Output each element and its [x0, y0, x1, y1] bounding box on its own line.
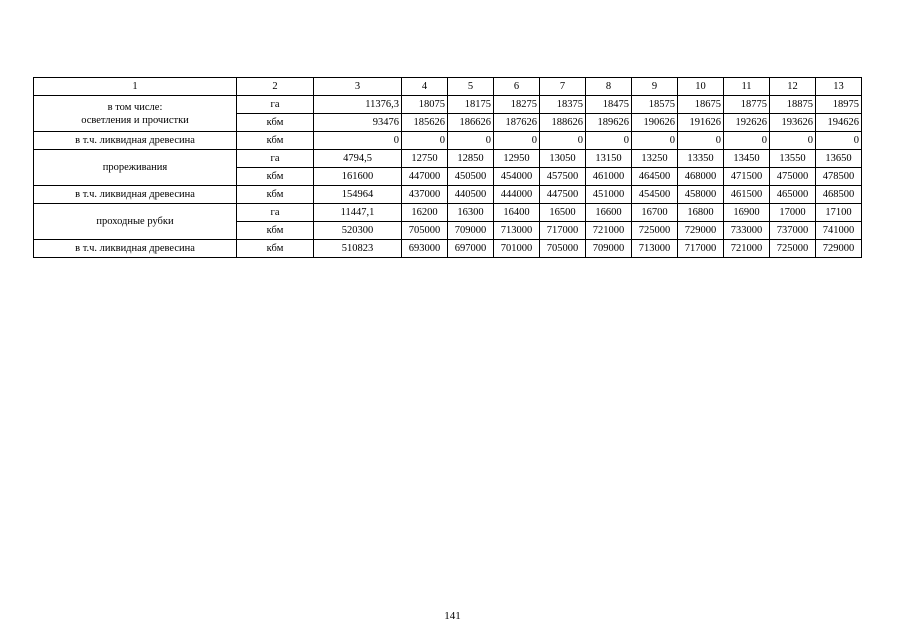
- value-cell: 475000: [770, 168, 816, 186]
- value-cell: 190626: [632, 114, 678, 132]
- unit-cell: кбм: [237, 186, 314, 204]
- row-label: в т.ч. ликвидная древесина: [34, 186, 237, 204]
- unit-cell: га: [237, 204, 314, 222]
- value-cell: 12750: [402, 150, 448, 168]
- value-cell: 0: [816, 132, 862, 150]
- value-cell: 701000: [494, 240, 540, 258]
- value-cell: 725000: [770, 240, 816, 258]
- value-cell: 12950: [494, 150, 540, 168]
- header-cell: 12: [770, 78, 816, 96]
- header-cell: 3: [314, 78, 402, 96]
- header-cell: 13: [816, 78, 862, 96]
- value-cell: 16200: [402, 204, 448, 222]
- value-cell: 721000: [724, 240, 770, 258]
- value-cell: 729000: [816, 240, 862, 258]
- value-cell: 188626: [540, 114, 586, 132]
- row-label-line: в том числе:: [107, 101, 163, 113]
- value-cell: 0: [678, 132, 724, 150]
- value-cell: 697000: [448, 240, 494, 258]
- value-cell: 717000: [678, 240, 724, 258]
- header-cell: 6: [494, 78, 540, 96]
- value-cell: 18675: [678, 96, 724, 114]
- value-cell: 437000: [402, 186, 448, 204]
- value-cell: 18075: [402, 96, 448, 114]
- value-cell: 737000: [770, 222, 816, 240]
- value-cell: 13050: [540, 150, 586, 168]
- row-label: [34, 96, 237, 132]
- value-cell: 461000: [586, 168, 632, 186]
- value-cell: 457500: [540, 168, 586, 186]
- row-label: проходные рубки: [34, 204, 237, 240]
- value-cell: 729000: [678, 222, 724, 240]
- col3-cell: 93476: [314, 114, 402, 132]
- value-cell: 478500: [816, 168, 862, 186]
- value-cell: 13150: [586, 150, 632, 168]
- value-cell: 16500: [540, 204, 586, 222]
- value-cell: 454500: [632, 186, 678, 204]
- table-body: [34, 78, 862, 258]
- header-cell: 9: [632, 78, 678, 96]
- value-cell: 186626: [448, 114, 494, 132]
- value-cell: 13550: [770, 150, 816, 168]
- value-cell: 468500: [816, 186, 862, 204]
- col3-cell: 11376,3: [314, 96, 402, 114]
- value-cell: 0: [586, 132, 632, 150]
- page-number: 141: [444, 610, 461, 622]
- value-cell: 0: [402, 132, 448, 150]
- value-cell: 447500: [540, 186, 586, 204]
- row-label: в т.ч. ликвидная древесина: [34, 132, 237, 150]
- value-cell: 16400: [494, 204, 540, 222]
- value-cell: 17000: [770, 204, 816, 222]
- unit-cell: га: [237, 150, 314, 168]
- value-cell: 0: [724, 132, 770, 150]
- unit-cell: кбм: [237, 222, 314, 240]
- header-cell: 4: [402, 78, 448, 96]
- value-cell: 444000: [494, 186, 540, 204]
- value-cell: 13650: [816, 150, 862, 168]
- unit-cell: кбм: [237, 168, 314, 186]
- value-cell: 18375: [540, 96, 586, 114]
- value-cell: 18875: [770, 96, 816, 114]
- value-cell: 13350: [678, 150, 724, 168]
- value-cell: 705000: [402, 222, 448, 240]
- col3-cell: 0: [314, 132, 402, 150]
- value-cell: 187626: [494, 114, 540, 132]
- row-label: в т.ч. ликвидная древесина: [34, 240, 237, 258]
- table-row: [34, 132, 862, 150]
- col3-cell: 154964: [314, 186, 402, 204]
- unit-cell: кбм: [237, 132, 314, 150]
- value-cell: 0: [770, 132, 816, 150]
- value-cell: 709000: [586, 240, 632, 258]
- value-cell: 17100: [816, 204, 862, 222]
- col3-cell: 4794,5: [314, 150, 402, 168]
- value-cell: 18575: [632, 96, 678, 114]
- value-cell: 725000: [632, 222, 678, 240]
- value-cell: 191626: [678, 114, 724, 132]
- value-cell: 733000: [724, 222, 770, 240]
- value-cell: 451000: [586, 186, 632, 204]
- header-cell: 8: [586, 78, 632, 96]
- value-cell: 189626: [586, 114, 632, 132]
- value-cell: 705000: [540, 240, 586, 258]
- value-cell: 713000: [494, 222, 540, 240]
- table-row: [34, 204, 862, 222]
- value-cell: 693000: [402, 240, 448, 258]
- value-cell: 18275: [494, 96, 540, 114]
- value-cell: 454000: [494, 168, 540, 186]
- value-cell: 721000: [586, 222, 632, 240]
- header-cell: 5: [448, 78, 494, 96]
- table-row: [34, 186, 862, 204]
- value-cell: 16600: [586, 204, 632, 222]
- row-label: прореживания: [34, 150, 237, 186]
- value-cell: 0: [494, 132, 540, 150]
- value-cell: 16700: [632, 204, 678, 222]
- col3-cell: 161600: [314, 168, 402, 186]
- value-cell: 0: [448, 132, 494, 150]
- value-cell: 16800: [678, 204, 724, 222]
- value-cell: 194626: [816, 114, 862, 132]
- value-cell: 717000: [540, 222, 586, 240]
- header-row: [34, 78, 862, 96]
- col3-cell: 520300: [314, 222, 402, 240]
- value-cell: 193626: [770, 114, 816, 132]
- value-cell: 464500: [632, 168, 678, 186]
- value-cell: 18475: [586, 96, 632, 114]
- value-cell: 18175: [448, 96, 494, 114]
- value-cell: 0: [632, 132, 678, 150]
- value-cell: 468000: [678, 168, 724, 186]
- value-cell: 16900: [724, 204, 770, 222]
- forest-data-table: [33, 77, 862, 258]
- unit-cell: кбм: [237, 114, 314, 132]
- header-cell: 7: [540, 78, 586, 96]
- unit-cell: га: [237, 96, 314, 114]
- value-cell: 440500: [448, 186, 494, 204]
- value-cell: 709000: [448, 222, 494, 240]
- col3-cell: 11447,1: [314, 204, 402, 222]
- value-cell: 461500: [724, 186, 770, 204]
- unit-cell: кбм: [237, 240, 314, 258]
- header-cell: 2: [237, 78, 314, 96]
- value-cell: 185626: [402, 114, 448, 132]
- value-cell: 458000: [678, 186, 724, 204]
- value-cell: 447000: [402, 168, 448, 186]
- table-row: [34, 96, 862, 114]
- value-cell: 192626: [724, 114, 770, 132]
- value-cell: 18775: [724, 96, 770, 114]
- value-cell: 12850: [448, 150, 494, 168]
- value-cell: 18975: [816, 96, 862, 114]
- value-cell: 471500: [724, 168, 770, 186]
- value-cell: 741000: [816, 222, 862, 240]
- value-cell: 713000: [632, 240, 678, 258]
- col3-cell: 510823: [314, 240, 402, 258]
- table-row: [34, 150, 862, 168]
- table-row: [34, 240, 862, 258]
- value-cell: 465000: [770, 186, 816, 204]
- row-label-line: осветления и прочистки: [81, 114, 189, 126]
- value-cell: 13450: [724, 150, 770, 168]
- value-cell: 16300: [448, 204, 494, 222]
- header-cell: 11: [724, 78, 770, 96]
- header-cell: 10: [678, 78, 724, 96]
- header-cell: 1: [34, 78, 237, 96]
- value-cell: 450500: [448, 168, 494, 186]
- value-cell: 13250: [632, 150, 678, 168]
- value-cell: 0: [540, 132, 586, 150]
